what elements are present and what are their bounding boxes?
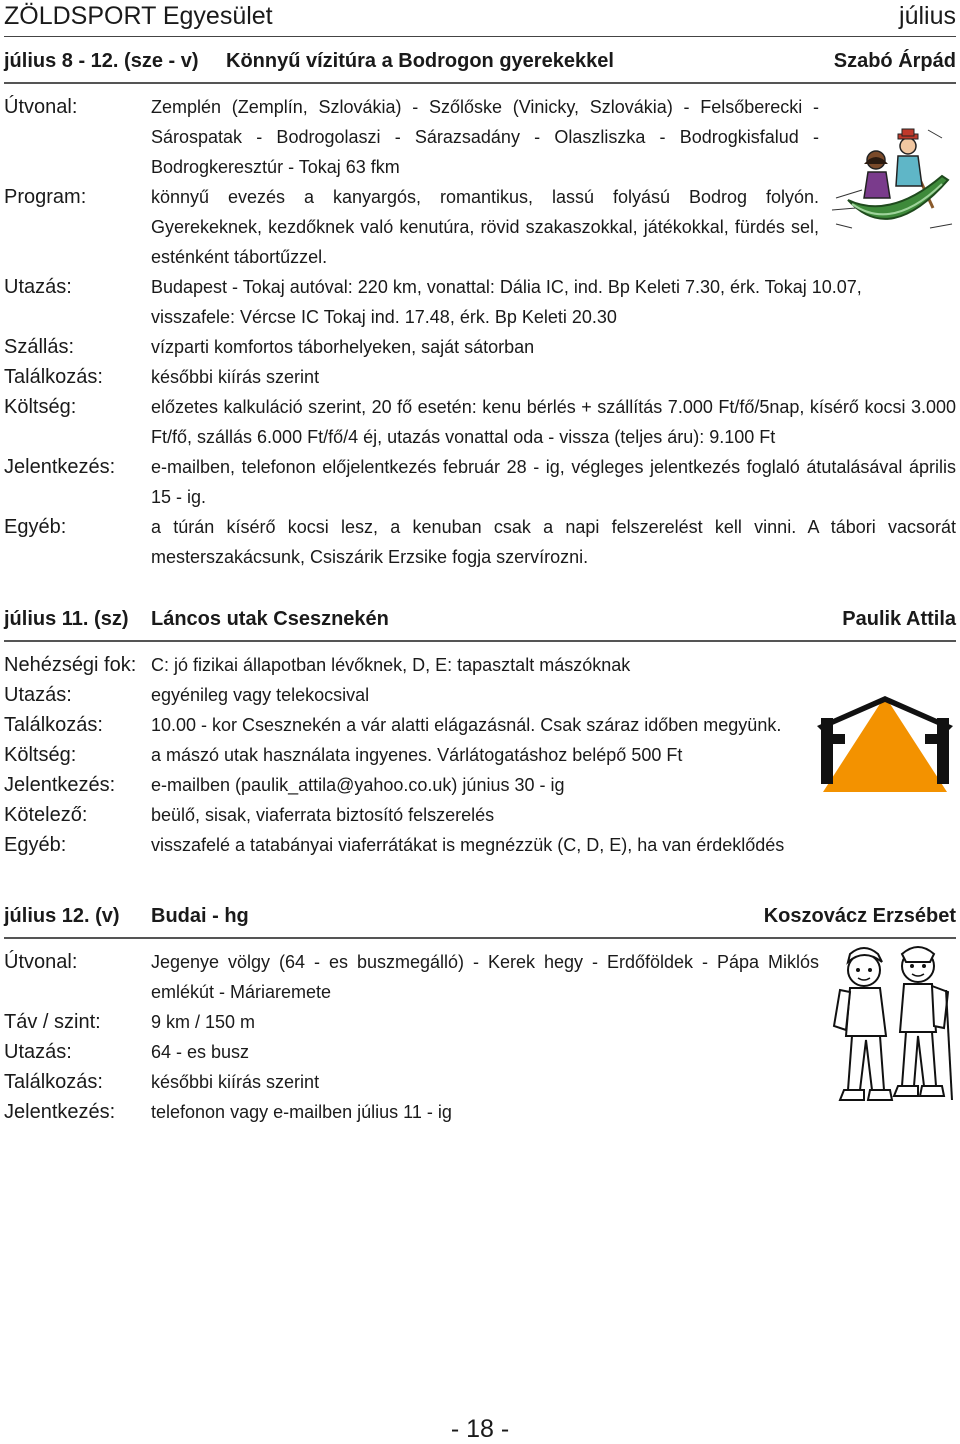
detail-label: Találkozás: bbox=[4, 714, 103, 736]
month-name: július bbox=[899, 2, 956, 30]
detail-row-mandatory bbox=[4, 800, 956, 830]
detail-label: Útvonal: bbox=[4, 951, 78, 973]
event-title: Budai - hg bbox=[151, 905, 249, 927]
detail-row-route bbox=[4, 92, 956, 182]
event-date: július 11. (sz) bbox=[4, 608, 129, 630]
page-number: - 18 - bbox=[450, 1415, 510, 1443]
event-header bbox=[4, 903, 956, 939]
via-ferrata-triangle-icon bbox=[815, 690, 955, 798]
event-header bbox=[4, 48, 956, 84]
detail-value: e-mailben (paulik_attila@yahoo.co.uk) június 30 - ig bbox=[151, 775, 565, 795]
detail-value bbox=[151, 272, 956, 332]
detail-value: visszafelé a tatabányai viaferrátákat is megnézzük (C, D, E), ha van érdeklődés bbox=[151, 835, 785, 855]
event-hike bbox=[4, 903, 956, 1127]
detail-value: későbbi kiírás szerint bbox=[151, 367, 320, 387]
detail-value: előzetes kalkuláció szerint, 20 fő esetén: kenu bérlés + szállítás 7.000 Ft/fő/5nap, kísérő kocsi 3.000 Ft/fő, szállás 6.000 Ft/fő/4 éj, utazás vonattal oda - vissza (teljes áru): 9.100 Ft bbox=[151, 397, 956, 447]
event-header bbox=[4, 606, 956, 642]
event-canoe-trip bbox=[4, 48, 956, 572]
detail-row-cost bbox=[4, 740, 956, 770]
detail-value: egyénileg vagy telekocsival bbox=[151, 685, 370, 705]
detail-label: Utazás: bbox=[4, 1041, 72, 1063]
detail-label: Jelentkezés: bbox=[4, 1101, 116, 1123]
event-details bbox=[4, 650, 956, 860]
detail-value: C: jó fizikai állapotban lévőknek, D, E: tapasztalt mászóknak bbox=[151, 655, 631, 675]
detail-row-program bbox=[4, 182, 956, 272]
detail-value: 9 km / 150 m bbox=[151, 1012, 256, 1032]
detail-value: beülő, sisak, viaferrata biztosító felszerelés bbox=[151, 805, 495, 825]
event-title: Könnyű vízitúra a Bodrogon gyerekekkel bbox=[226, 50, 614, 72]
detail-row-route bbox=[4, 947, 956, 1007]
detail-row-meeting bbox=[4, 710, 956, 740]
detail-label: Egyéb: bbox=[4, 834, 67, 856]
detail-value: a túrán kísérő kocsi lesz, a kenuban csak a napi felszerelést kell vinni. A tábori vacsorát mesterszakácsunk, Csiszárik Erzsike fogja szervírozni. bbox=[151, 517, 956, 567]
detail-row-travel bbox=[4, 1037, 956, 1067]
event-date: július 12. (v) bbox=[4, 905, 120, 927]
event-leader: Szabó Árpád bbox=[833, 50, 956, 72]
event-leader: Paulik Attila bbox=[842, 608, 956, 630]
event-details bbox=[4, 947, 956, 1127]
page-header bbox=[4, 0, 956, 37]
detail-row-meeting bbox=[4, 1067, 956, 1097]
detail-row-other bbox=[4, 512, 956, 572]
event-date: július 8 - 12. (sze - v) bbox=[4, 50, 199, 72]
hiking-children-icon bbox=[826, 940, 956, 1110]
detail-label: Szállás: bbox=[4, 336, 75, 358]
detail-row-accommodation bbox=[4, 332, 956, 362]
detail-label: Kötelező: bbox=[4, 804, 88, 826]
detail-line: Budapest - Tokaj autóval: 220 km, vonattal: Dália IC, ind. Bp Keleti 7.30, érk. Tokaj 10.07, bbox=[151, 277, 862, 297]
detail-line: visszafele: Vércse IC Tokaj ind. 17.48, érk. Bp Keleti 20.30 bbox=[151, 307, 617, 327]
detail-value: telefonon vagy e-mailben július 11 - ig bbox=[151, 1102, 452, 1122]
detail-row-registration bbox=[4, 1097, 956, 1127]
detail-value: Zemplén (Zemplín, Szlovákia) - Szőlőske (Vinicky, Szlovákia) - Felsőberecki - Sárospatak - Bodrogolaszi - Sárazsadány - Olaszliszka - Bodrogkisfalud - Bodrogkeresztúr - Tokaj 63 fkm bbox=[151, 97, 819, 177]
canoe-paddlers-icon bbox=[830, 128, 955, 253]
detail-value: könnyű evezés a kanyargós, romantikus, lassú folyású Bodrog folyón. Gyerekeknek, kezdőknek való kenutúra, rövid szakaszokkal, játékokkal, fürdés sel, esténként tábortűzzel. bbox=[151, 187, 819, 267]
detail-row-registration bbox=[4, 770, 956, 800]
detail-row-registration bbox=[4, 452, 956, 512]
event-details bbox=[4, 92, 956, 572]
detail-value: későbbi kiírás szerint bbox=[151, 1072, 320, 1092]
detail-row-distance bbox=[4, 1007, 956, 1037]
detail-label: Utazás: bbox=[4, 276, 72, 298]
detail-value: Jegenye völgy (64 - es buszmegálló) - Kerek hegy - Erdőföldek - Pápa Miklós emlékút - Máriaremete bbox=[151, 952, 819, 1002]
detail-label: Útvonal: bbox=[4, 96, 78, 118]
detail-label: Utazás: bbox=[4, 684, 72, 706]
detail-value: 10.00 - kor Csesznekén a vár alatti elágazásnál. Csak száraz időben megyünk. bbox=[151, 715, 782, 735]
detail-label: Találkozás: bbox=[4, 366, 103, 388]
event-via-ferrata bbox=[4, 606, 956, 860]
detail-value: vízparti komfortos táborhelyeken, saját sátorban bbox=[151, 337, 535, 357]
detail-label: Program: bbox=[4, 186, 87, 208]
detail-label: Jelentkezés: bbox=[4, 456, 116, 478]
detail-row-difficulty bbox=[4, 650, 956, 680]
detail-label: Táv / szint: bbox=[4, 1011, 101, 1033]
detail-row-travel bbox=[4, 680, 956, 710]
detail-value: 64 - es busz bbox=[151, 1042, 250, 1062]
event-leader: Koszovácz Erzsébet bbox=[763, 905, 956, 927]
detail-label: Nehézségi fok: bbox=[4, 654, 137, 676]
detail-row-other bbox=[4, 830, 956, 860]
organization-name: ZÖLDSPORT Egyesület bbox=[4, 2, 273, 30]
detail-row-travel bbox=[4, 272, 956, 332]
detail-label: Jelentkezés: bbox=[4, 774, 116, 796]
detail-label: Költség: bbox=[4, 396, 77, 418]
detail-value: a mászó utak használata ingyenes. Várlátogatáshoz belépő 500 Ft bbox=[151, 745, 683, 765]
detail-label: Találkozás: bbox=[4, 1071, 103, 1093]
detail-label: Költség: bbox=[4, 744, 77, 766]
detail-label: Egyéb: bbox=[4, 516, 67, 538]
detail-value: e-mailben, telefonon előjelentkezés február 28 - ig, végleges jelentkezés foglaló átutalásával április 15 - ig. bbox=[151, 457, 956, 507]
detail-row-meeting bbox=[4, 362, 956, 392]
event-title: Láncos utak Csesznekén bbox=[151, 608, 389, 630]
detail-row-cost bbox=[4, 392, 956, 452]
